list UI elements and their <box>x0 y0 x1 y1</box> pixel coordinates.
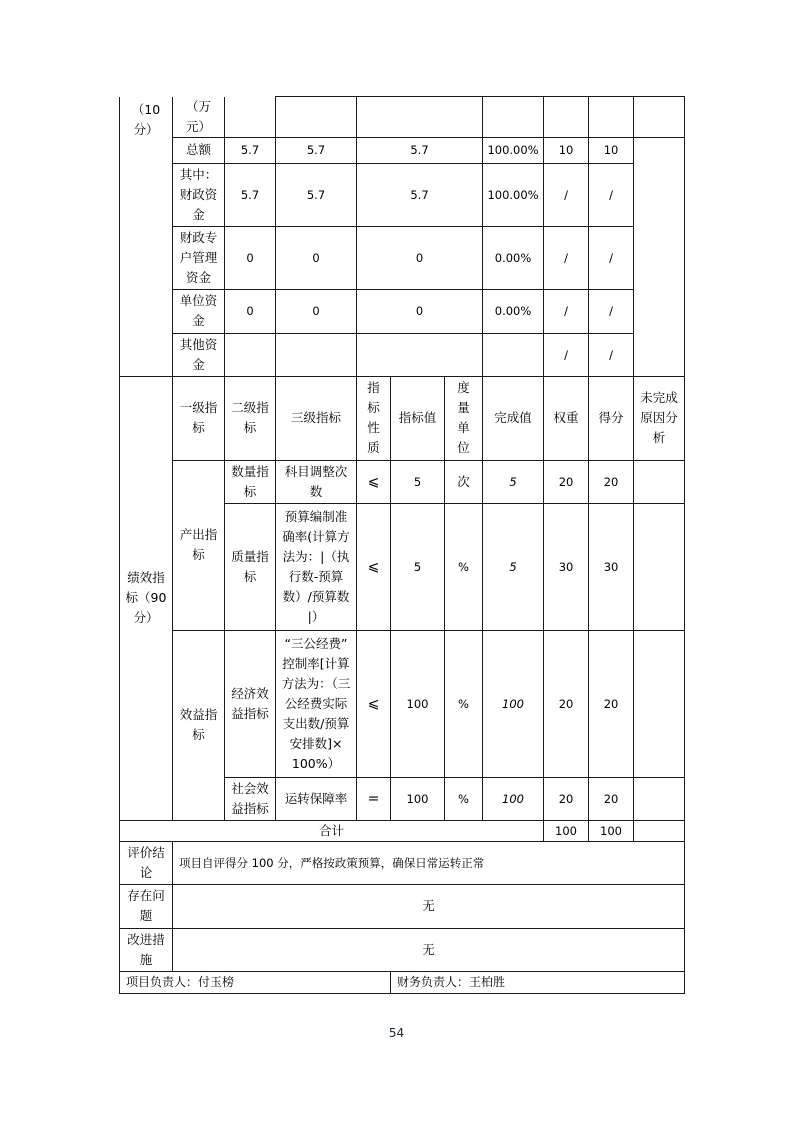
conclusion-text: 项目自评得分 100 分，严格按政策预算，确保日常运转正常 <box>173 841 685 884</box>
empty-cell <box>357 97 483 138</box>
budget-value-1: 5.7 <box>225 137 276 163</box>
finance-lead: 财务负责人：王柏胜 <box>391 971 685 993</box>
budget-row-label: 其他资 金 <box>173 333 225 376</box>
budget-score: / <box>589 289 634 333</box>
empty-cell <box>634 97 685 138</box>
performance-table-continued <box>119 96 685 994</box>
empty-cell <box>225 97 276 138</box>
budget-unit-row <box>120 97 685 138</box>
header-reason: 未完成 原因分 析 <box>634 376 685 460</box>
budget-row-label: 单位资 金 <box>173 289 225 333</box>
signature-row <box>120 971 685 993</box>
conclusion-row <box>120 841 685 884</box>
budget-weight: / <box>544 163 589 226</box>
budget-row <box>120 163 685 226</box>
header-target: 指标值 <box>391 376 445 460</box>
empty-cell <box>483 97 544 138</box>
budget-value-1: 0 <box>225 226 276 289</box>
budget-value-3: 5.7 <box>357 137 483 163</box>
budget-score: / <box>589 333 634 376</box>
budget-value-3: 0 <box>357 226 483 289</box>
budget-unit-label: （万 元） <box>173 97 225 138</box>
budget-value-1 <box>225 333 276 376</box>
budget-value-2: 0 <box>276 226 357 289</box>
indicator-header-row <box>120 376 685 460</box>
problems-label: 存在问 题 <box>120 884 173 928</box>
indicator-nature: = <box>357 777 391 820</box>
empty-cell <box>544 97 589 138</box>
budget-rate: 0.00% <box>483 226 544 289</box>
indicator-level3: “三公经费” 控制率[计算 方法为：（三 公经费实际 支出数/预算 安排数]× 100%） <box>276 630 357 777</box>
empty-cell <box>276 97 357 138</box>
indicator-level2: 社会效 益指标 <box>225 777 276 820</box>
budget-value-3 <box>357 333 483 376</box>
budget-value-3: 5.7 <box>357 163 483 226</box>
indicator-score: 20 <box>589 777 634 820</box>
indicator-weight: 20 <box>544 460 589 503</box>
budget-score: / <box>589 163 634 226</box>
budget-weight: / <box>544 333 589 376</box>
indicator-actual: 100 <box>483 630 544 777</box>
problems-text: 无 <box>173 884 685 928</box>
conclusion-label: 评价结 论 <box>120 841 173 884</box>
empty-cell <box>634 503 685 630</box>
budget-row <box>120 333 685 376</box>
indicator-section-label: 绩效指 标（90 分） <box>120 376 173 820</box>
indicator-unit: % <box>445 777 483 820</box>
budget-value-1: 5.7 <box>225 163 276 226</box>
header-level3: 三级指标 <box>276 376 357 460</box>
budget-rate: 100.00% <box>483 163 544 226</box>
budget-rate: 0.00% <box>483 289 544 333</box>
indicator-level2: 数量指 标 <box>225 460 276 503</box>
indicator-unit: % <box>445 630 483 777</box>
total-weight: 100 <box>544 820 589 841</box>
budget-value-2: 5.7 <box>276 163 357 226</box>
improvements-row <box>120 928 685 971</box>
budget-row-label: 总额 <box>173 137 225 163</box>
budget-weight: / <box>544 289 589 333</box>
indicator-nature: ⩽ <box>357 503 391 630</box>
indicator-unit: % <box>445 503 483 630</box>
header-level1: 一级指 标 <box>173 376 225 460</box>
budget-value-2: 5.7 <box>276 137 357 163</box>
indicator-nature: ⩽ <box>357 630 391 777</box>
budget-weight: 10 <box>544 137 589 163</box>
empty-cell <box>634 820 685 841</box>
header-level2: 二级指 标 <box>225 376 276 460</box>
indicator-actual: 5 <box>483 503 544 630</box>
header-unit: 度 量 单 位 <box>445 376 483 460</box>
page-number: 54 <box>388 1026 405 1040</box>
problems-row <box>120 884 685 928</box>
budget-value-2 <box>276 333 357 376</box>
empty-cell <box>634 630 685 777</box>
indicator-target: 5 <box>391 460 445 503</box>
indicator-actual: 100 <box>483 777 544 820</box>
indicator-weight: 20 <box>544 777 589 820</box>
indicator-unit: 次 <box>445 460 483 503</box>
indicator-level3: 科目调整次 数 <box>276 460 357 503</box>
self-evaluation-table <box>119 96 685 994</box>
budget-score: / <box>589 226 634 289</box>
indicator-score: 20 <box>589 630 634 777</box>
header-nature: 指 标 性 质 <box>357 376 391 460</box>
total-label: 合计 <box>120 820 544 841</box>
improvements-label: 改进措 施 <box>120 928 173 971</box>
indicator-group-benefit: 效益指 标 <box>173 630 225 820</box>
empty-cell <box>634 460 685 503</box>
budget-value-1: 0 <box>225 289 276 333</box>
indicator-group-output: 产出指 标 <box>173 460 225 630</box>
budget-weight: / <box>544 226 589 289</box>
budget-rate: 100.00% <box>483 137 544 163</box>
indicator-weight: 30 <box>544 503 589 630</box>
header-actual: 完成值 <box>483 376 544 460</box>
project-lead: 项目负责人：付玉榜 <box>120 971 391 993</box>
header-weight: 权重 <box>544 376 589 460</box>
indicator-level3: 预算编制准 确率(计算方 法为：|（执 行数-预算 数）/预算数 |） <box>276 503 357 630</box>
header-score: 得分 <box>589 376 634 460</box>
indicator-target: 100 <box>391 630 445 777</box>
indicator-score: 30 <box>589 503 634 630</box>
indicator-level3: 运转保障率 <box>276 777 357 820</box>
budget-period-label: （10 分） <box>120 97 173 377</box>
empty-cell <box>589 97 634 138</box>
indicator-target: 5 <box>391 503 445 630</box>
indicator-level2: 质量指 标 <box>225 503 276 630</box>
total-row <box>120 820 685 841</box>
budget-row <box>120 226 685 289</box>
empty-cell <box>634 137 685 376</box>
budget-row <box>120 289 685 333</box>
improvements-text: 无 <box>173 928 685 971</box>
total-score: 100 <box>589 820 634 841</box>
budget-score: 10 <box>589 137 634 163</box>
indicator-weight: 20 <box>544 630 589 777</box>
indicator-target: 100 <box>391 777 445 820</box>
indicator-row <box>120 630 685 777</box>
empty-cell <box>634 777 685 820</box>
budget-row-label: 其中： 财政资 金 <box>173 163 225 226</box>
budget-rate <box>483 333 544 376</box>
indicator-level2: 经济效 益指标 <box>225 630 276 777</box>
budget-row <box>120 137 685 163</box>
budget-row-label: 财政专 户管理 资金 <box>173 226 225 289</box>
indicator-score: 20 <box>589 460 634 503</box>
indicator-actual: 5 <box>483 460 544 503</box>
budget-value-3: 0 <box>357 289 483 333</box>
indicator-nature: ⩽ <box>357 460 391 503</box>
indicator-row <box>120 460 685 503</box>
budget-value-2: 0 <box>276 289 357 333</box>
